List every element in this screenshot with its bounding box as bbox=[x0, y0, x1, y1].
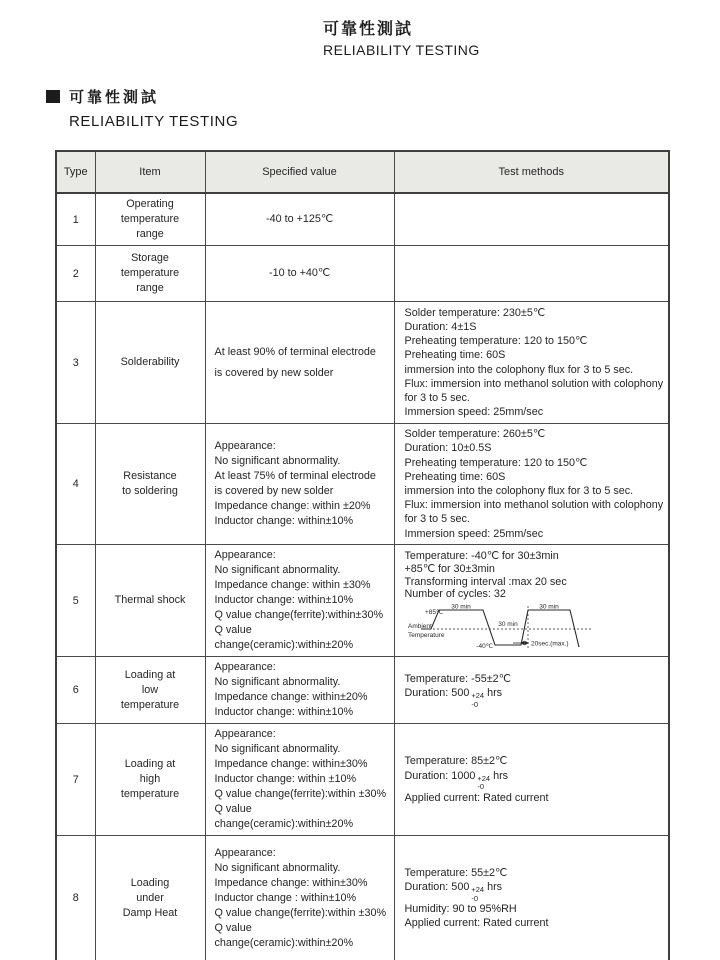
text-line: Damp Heat bbox=[122, 906, 178, 919]
diagram-ambient-label-1: Ambient bbox=[407, 622, 432, 630]
cell-specified-value bbox=[205, 545, 394, 657]
text-line: Impedance change: within±30% bbox=[214, 876, 368, 889]
text-line: temperature bbox=[120, 788, 180, 800]
text-line: range bbox=[136, 282, 164, 294]
cell-type: 3 bbox=[56, 302, 95, 424]
text-line: Impedance change: within±20% bbox=[214, 691, 368, 703]
cell-specified-value bbox=[205, 724, 394, 836]
text-line: -10 to +40℃ bbox=[268, 267, 331, 279]
cell-test-methods bbox=[394, 246, 669, 302]
text-line: Preheating time: 60S bbox=[404, 349, 506, 362]
text-line: No significant abnormality. bbox=[214, 564, 341, 576]
text-line: Solderability bbox=[120, 356, 180, 368]
column-header-test-methods: Test methods bbox=[394, 151, 669, 193]
text-line: No significant abnormality. bbox=[214, 455, 341, 467]
cell-specified-value bbox=[205, 657, 394, 724]
cell-test-methods bbox=[394, 193, 669, 246]
cell-type: 2 bbox=[56, 246, 95, 302]
text-line: Loading at bbox=[124, 758, 176, 770]
text-line: Temperature: 85±2℃ bbox=[404, 755, 508, 768]
text-line: Q value change(ceramic):within±20% bbox=[214, 624, 354, 651]
text-line: At least 75% of terminal electrode bbox=[214, 470, 376, 482]
text-line: Appearance: bbox=[214, 728, 276, 740]
cell-specified-value bbox=[205, 424, 394, 545]
text-line: Temperature: -55±2℃ bbox=[404, 672, 511, 685]
text-line: Storage bbox=[131, 252, 169, 264]
text-line: is covered by new solder bbox=[214, 366, 334, 379]
text-line: Temperature: -40℃ for 30±3min bbox=[404, 550, 559, 563]
diagram-mid-label: 30 min bbox=[497, 620, 518, 628]
cell-item bbox=[95, 424, 205, 545]
text-line: No significant abnormality. bbox=[214, 743, 341, 755]
text-line: Inductor change: within ±10% bbox=[214, 773, 357, 785]
cell-type: 7 bbox=[56, 724, 95, 836]
text-line: No significant abnormality. bbox=[214, 676, 341, 688]
text-line: Thermal shock bbox=[114, 594, 186, 606]
table-row bbox=[56, 246, 669, 302]
text-line: Duration: 1000 +24 -0 hrs bbox=[404, 769, 509, 791]
cell-item bbox=[95, 836, 205, 960]
text-line: Resistance bbox=[123, 470, 177, 482]
text-line: under bbox=[136, 891, 164, 904]
thermal-shock-cycle-diagram bbox=[407, 603, 599, 651]
text-line: to soldering bbox=[122, 485, 178, 497]
tolerance-sup-sub: +24 -0 bbox=[471, 885, 485, 903]
cell-type: 8 bbox=[56, 836, 95, 960]
column-header-item: Item bbox=[95, 151, 205, 193]
cell-specified-value bbox=[205, 836, 394, 960]
text-line: temperature bbox=[120, 213, 180, 225]
text-line: Flux: immersion into methanol solution with colophony bbox=[404, 499, 664, 512]
text-line: temperature bbox=[120, 267, 180, 279]
text-line: Duration: 500 +24 -0 hrs bbox=[404, 881, 503, 903]
text-line: Immersion speed: 25mm/sec bbox=[404, 527, 544, 540]
cell-specified-value bbox=[205, 193, 394, 246]
cell-type: 1 bbox=[56, 193, 95, 246]
text-line: Q value change(ferrite):within ±30% bbox=[214, 788, 387, 800]
cell-test-methods bbox=[394, 302, 669, 424]
cell-type: 4 bbox=[56, 424, 95, 545]
text-line: Humidity: 90 to 95%RH bbox=[404, 903, 517, 916]
text-line: Appearance: bbox=[214, 661, 276, 673]
text-line: Duration: 4±1S bbox=[404, 320, 477, 333]
reliability-testing-table bbox=[55, 150, 670, 960]
text-line: Solder temperature: 230±5℃ bbox=[404, 306, 545, 319]
tolerance-sup-sub: +24 -0 bbox=[471, 691, 485, 709]
column-header-type: Type bbox=[56, 151, 95, 193]
page-header bbox=[323, 16, 480, 58]
cell-test-methods bbox=[394, 545, 669, 657]
text-line: Inductor change: within±10% bbox=[214, 515, 354, 527]
text-line: Impedance change: within±30% bbox=[214, 758, 368, 770]
cell-specified-value bbox=[205, 302, 394, 424]
diagram-high-temp-label: +85℃ bbox=[424, 608, 443, 616]
cell-test-methods bbox=[394, 724, 669, 836]
diagram-low-temp-label: -40℃ bbox=[475, 642, 493, 650]
text-line: Impedance change: within ±30% bbox=[214, 579, 371, 591]
text-line: immersion into the colophony flux for 3 to 5 sec. bbox=[404, 485, 634, 497]
diagram-transition-label: 20sec.(max.) bbox=[530, 640, 569, 648]
text-line: Solder temperature: 260±5℃ bbox=[404, 428, 545, 441]
text-line: Loading at bbox=[124, 668, 176, 681]
diagram-plateau1-label: 30 min bbox=[450, 603, 471, 611]
cell-item bbox=[95, 302, 205, 424]
cell-specified-value bbox=[205, 246, 394, 302]
text-line: +85℃ for 30±3min bbox=[404, 562, 495, 575]
table-row bbox=[56, 657, 669, 724]
cell-item bbox=[95, 545, 205, 657]
table-row bbox=[56, 724, 669, 836]
text-line: Flux: immersion into methanol solution with colophony bbox=[404, 377, 664, 390]
text-line: Inductor change : within±10% bbox=[214, 891, 357, 904]
text-line: At least 90% of terminal electrode bbox=[214, 345, 376, 358]
section-title-row bbox=[46, 86, 238, 107]
text-line: Duration: 500 +24 -0 hrs bbox=[404, 687, 503, 709]
diagram-plateau2-label: 30 min bbox=[538, 603, 559, 611]
cell-test-methods bbox=[394, 836, 669, 960]
text-line: range bbox=[136, 228, 164, 240]
text-line: high bbox=[139, 773, 161, 785]
text-line: Temperature: 55±2℃ bbox=[404, 866, 508, 879]
text-line: immersion into the colophony flux for 3 to 5 sec. bbox=[404, 363, 634, 376]
text-line: Preheating temperature: 120 to 150℃ bbox=[404, 335, 588, 348]
section-bullet-square-icon bbox=[46, 90, 60, 103]
table-row bbox=[56, 193, 669, 246]
page-title-chinese: 可靠性測試 bbox=[323, 21, 414, 38]
text-line: Appearance: bbox=[214, 846, 276, 859]
text-line: Loading bbox=[130, 876, 170, 889]
cell-item bbox=[95, 246, 205, 302]
section-title-english: RELIABILITY TESTING bbox=[69, 113, 239, 130]
diagram-ambient-label-2: Temperature bbox=[407, 631, 444, 639]
text-line: Q value change(ferrite):within ±30% bbox=[214, 906, 387, 919]
column-header-specified-value: Specified value bbox=[205, 151, 394, 193]
text-line: Appearance: bbox=[214, 549, 276, 561]
table-row bbox=[56, 836, 669, 960]
cell-test-methods bbox=[394, 657, 669, 724]
cell-item bbox=[95, 657, 205, 724]
text-line: low bbox=[141, 683, 159, 696]
text-line: No significant abnormality. bbox=[214, 861, 341, 874]
text-line: Q value change(ferrite):within±30% bbox=[214, 609, 384, 621]
text-line: Transforming interval :max 20 sec bbox=[404, 575, 567, 588]
text-line: is covered by new solder bbox=[214, 485, 334, 497]
text-line: temperature bbox=[120, 698, 180, 711]
cell-type: 5 bbox=[56, 545, 95, 657]
text-line: Preheating time: 60S bbox=[404, 470, 506, 483]
test-method-lines bbox=[405, 550, 665, 600]
text-line: Impedance change: within ±20% bbox=[214, 500, 371, 512]
table-row bbox=[56, 302, 669, 424]
table-header-row bbox=[56, 151, 669, 193]
section-header bbox=[46, 86, 238, 130]
text-line: Inductor change: within±10% bbox=[214, 706, 354, 718]
table-row bbox=[56, 424, 669, 545]
text-line: for 3 to 5 sec. bbox=[404, 391, 470, 404]
tolerance-sup-sub: +24 -0 bbox=[477, 773, 491, 791]
text-line: Inductor change: within±10% bbox=[214, 594, 354, 606]
text-line: -40 to +125℃ bbox=[265, 213, 334, 225]
cell-item bbox=[95, 724, 205, 836]
text-line: Applied current: Rated current bbox=[404, 791, 549, 804]
text-line: Number of cycles: 32 bbox=[404, 588, 506, 601]
text-line: Q value change(ceramic):within±20% bbox=[214, 803, 354, 830]
text-line: Duration: 10±0.5S bbox=[404, 442, 492, 455]
table-row bbox=[56, 545, 669, 657]
text-line: for 3 to 5 sec. bbox=[404, 513, 470, 526]
text-line: Q value change(ceramic):within±20% bbox=[214, 921, 354, 949]
text-line: Immersion speed: 25mm/sec bbox=[404, 406, 544, 419]
page-title-english: RELIABILITY TESTING bbox=[323, 42, 480, 58]
text-line: Applied current: Rated current bbox=[404, 917, 549, 930]
cell-item bbox=[95, 193, 205, 246]
section-title-chinese: 可靠性測試 bbox=[69, 89, 160, 106]
cell-type: 6 bbox=[56, 657, 95, 724]
text-line: Preheating temperature: 120 to 150℃ bbox=[404, 456, 588, 469]
cell-test-methods bbox=[394, 424, 669, 545]
text-line: Appearance: bbox=[214, 440, 276, 452]
text-line: Operating bbox=[126, 198, 174, 210]
